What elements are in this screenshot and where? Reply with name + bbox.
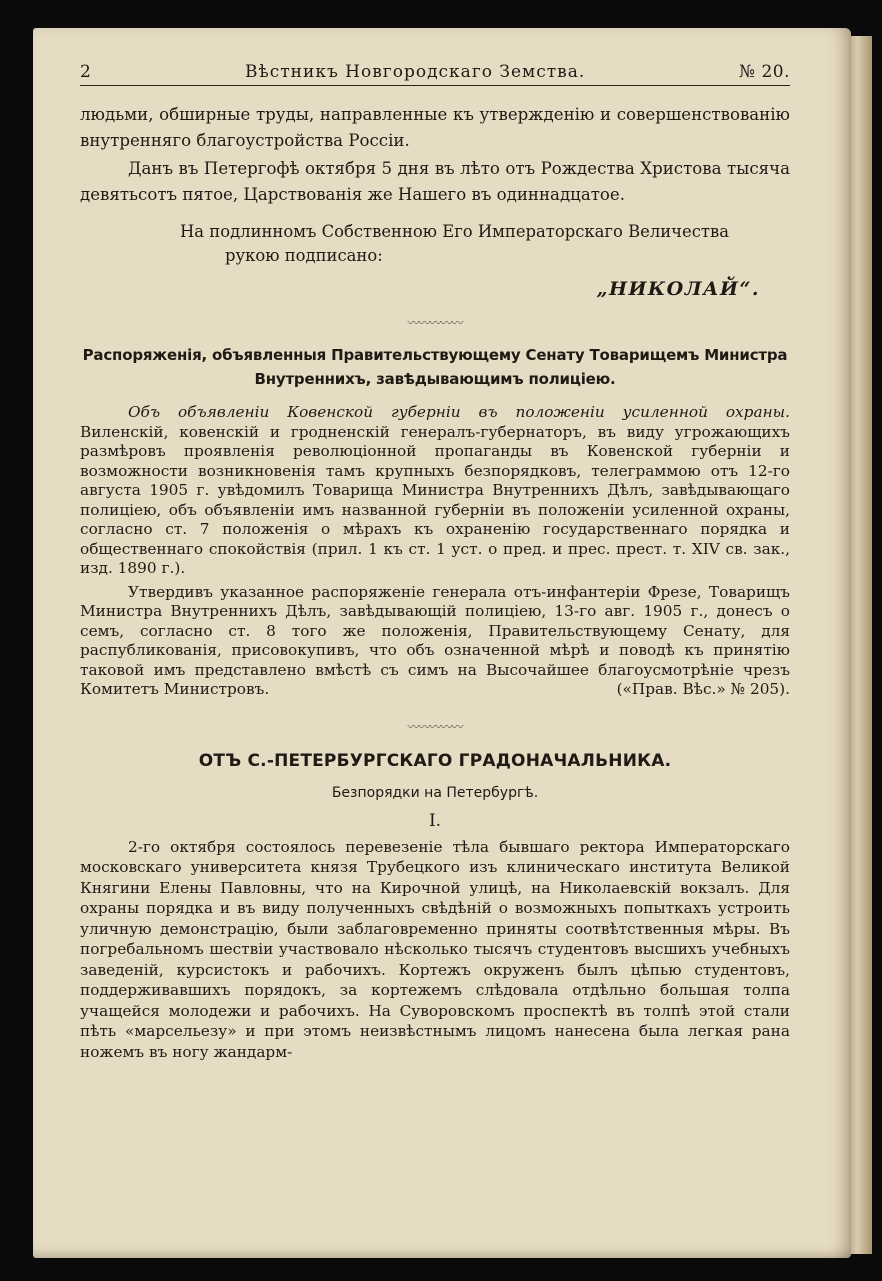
- signature-note-line2: рукою подписано:: [225, 246, 383, 265]
- section-divider-2: 〰〰〰〰〰: [407, 719, 463, 734]
- manifesto-date-paragraph: Данъ въ Петергофѣ октября 5 дня въ лѣто отъ Рождества Христова тысяча девятьсотъ пятое, Царствованія же Нашего въ одиннадцатое.: [80, 159, 790, 204]
- section-divider: 〰〰〰〰〰: [407, 316, 463, 330]
- manifesto-paragraph: людьми, обширные труды, направленные къ утвержденію и совершенствованію внутренняго благоустройства Россіи.: [80, 105, 790, 150]
- imperial-signature: „НИКОЛАЙ“.: [596, 278, 760, 300]
- signature-note-line1: На подлинномъ Собственною Его Императорскаго Величества: [180, 222, 729, 241]
- part-number: I.: [428, 810, 442, 831]
- kovno-paragraph: [80, 403, 790, 579]
- issue-number: № 20.: [738, 62, 790, 82]
- kovno-text: Виленскій, ковенскій и гродненскій генералъ-губернаторъ, въ виду угрожающихъ размѣровъ проявленія революціонной пропаганды въ Ковенской губерніи и возможности возникновенія тамъ крупныхъ безпорядковъ, телеграммою отъ 12-го августа 1905 г. увѣдомилъ Товарища Министра Внутреннихъ Дѣлъ, завѣдывающаго полиціею, объ объявленіи имъ названной губерніи въ положеніи усиленной охраны, согласно ст. 7 положенія о мѣрахъ къ охраненію государственнаго порядка и общественнаго спокойствія (прил. 1 къ ст. 1 уст. о пред. и прес. прест. т. XIV св. зак., изд. 1890 г.).: [80, 422, 790, 577]
- running-header: [80, 62, 790, 86]
- senate-orders-text: [80, 403, 790, 700]
- journal-title: Вѣстникъ Новгородскаго Земства.: [245, 62, 586, 82]
- kovno-heading: Объ объявленіи Ковенской губерніи въ положеніи усиленной охраны.: [128, 403, 790, 421]
- section-subtitle-riots: Безпорядки на Петербургѣ.: [331, 784, 539, 801]
- section-title-senate-orders: Распоряженія, объявленныя Правительствующему Сенату Товарищемъ Министра Внутреннихъ, завѣдывающимъ полиціею.: [82, 346, 788, 388]
- page-number: 2: [80, 62, 92, 82]
- riots-paragraph: 2-го октября состоялось перевезеніе тѣла бывшаго ректора Императорскаго московскаго университета князя Трубецкого изъ клиническаго института Великой Княгини Елены Павловны, что на Кирочной улицѣ, на Николаевскій вокзалъ. Для охраны порядка и въ виду полученныхъ свѣдѣній о возможныхъ попыткахъ устроить уличную демонстрацію, были заблаговременно приняты соотвѣтственныя мѣры. Въ погребальномъ шествіи участвовало нѣсколько тысячъ студентовъ высшихъ учебныхъ заведеній, курсистокъ и рабочихъ. Кортежъ окруженъ былъ цѣпью студентовъ, поддерживавшихъ порядокъ, за кортежемъ слѣдовала отдѣльно большая толпа учащейся молодежи и рабочихъ. На Суворовскомъ проспектѣ въ толпѣ этой стали пѣть «марсельезу» и при этомъ неизвѣстнымъ лицомъ нанесена была легкая рана ножемъ въ ногу жандарм-: [80, 837, 790, 1061]
- page-edge: [848, 36, 872, 1254]
- page-content: [80, 58, 790, 1062]
- source-citation: («Прав. Вѣс.» № 205).: [616, 680, 790, 698]
- approval-text: Утвердивъ указанное распоряженіе генерала отъ-инфантеріи Фрезе, Товарищъ Министра Внутреннихъ Дѣлъ, завѣдывающій полиціею, 13-го авг. 1905 г., донесъ о семъ, согласно ст. 8 того же положенія, Правительствующему Сенату, для распубликованія, присовокупивъ, что объ означенной мѣрѣ и поводѣ къ принятію таковой имъ представлено вмѣстѣ съ симъ на Высочайшее благоусмотрѣніе чрезъ Комитетъ Министровъ.: [80, 582, 790, 698]
- approval-paragraph: [80, 583, 790, 700]
- section-title-governor: ОТЪ С.-ПЕТЕРБУРГСКАГО ГРАДОНАЧАЛЬНИКА.: [198, 750, 672, 771]
